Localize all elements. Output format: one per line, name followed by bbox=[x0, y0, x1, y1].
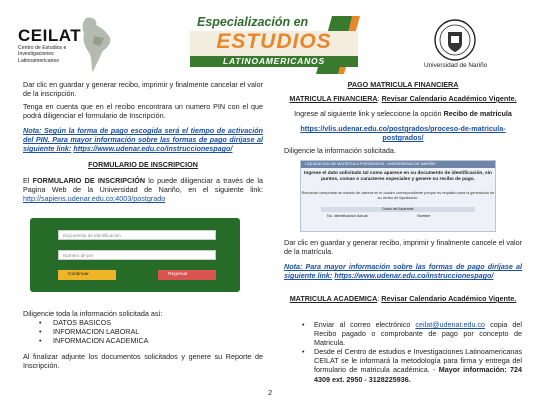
left-note-link[interactable]: https://www.udenar.edu.co/instruccionespago/ bbox=[73, 144, 233, 154]
back-button: Regresar bbox=[158, 270, 216, 280]
banner-top-text: Especialización en bbox=[197, 15, 309, 29]
academic-calendar-note: Revisar Calendario Académico Vigente. bbox=[381, 294, 517, 303]
list-item: • DATOS BASICOS bbox=[23, 318, 263, 327]
list-item bbox=[284, 347, 522, 383]
list-item bbox=[284, 320, 522, 347]
shot-col-id: No. Identificación Actual bbox=[327, 214, 368, 218]
right-note-link[interactable]: https://www.udenar.edu.co/instruccionespago/ bbox=[334, 271, 494, 281]
left-note-text: Nota: Según la forma de pago escogida será el tiempo de activación del PIN. Para mayor información sobre las formas de pago dirijase al siguiente link: bbox=[23, 126, 263, 154]
left-final-paragraph: Al finalizar adjunte los documentos solicitados y genere su Reporte de Inscripción. bbox=[23, 352, 263, 371]
latin-america-map-icon bbox=[80, 16, 114, 74]
calendar-note: Revisar Calendario Académico Vigente. bbox=[381, 94, 517, 103]
document-id-field: Documento de identificación bbox=[58, 230, 216, 240]
list-item: • INFORMACION LABORAL bbox=[23, 327, 263, 336]
link-instruction-bold: Recibo de matricula bbox=[443, 109, 512, 118]
academic-steps-list bbox=[284, 320, 522, 384]
university-seal-icon bbox=[432, 18, 478, 62]
shot-section-row: Datos del Aspirante bbox=[321, 207, 475, 212]
ceilat-logo-subtitle: Centro de Estudios e Investigaciones Latinoamericanos bbox=[18, 45, 67, 64]
form-heading-text: FORMULARIO DE INSCRIPCION bbox=[88, 160, 198, 169]
continue-button: Continuar bbox=[58, 270, 116, 280]
shot-header: LIQUIDACION DE MATRICULA POSGRADOS - UNIVERSIDAD DE NARIÑO bbox=[301, 161, 495, 168]
shot-col-name: Nombre bbox=[417, 214, 431, 218]
shot-title: Ingrese el dato solicitado tal como aparece en su documento de identificación, sin puntos, comas o caracteres especiales y genere su recibo de pago. bbox=[304, 171, 492, 182]
page-number: 2 bbox=[268, 388, 273, 397]
right-paragraph-guardar: Dar clic en guardar y generar recibo, imprimir y finalmente cancele el valor de la matrícula. bbox=[284, 238, 522, 257]
financial-payment-heading-text: PAGO MATRICULA FINANCIERA bbox=[347, 80, 459, 89]
pin-number-field: Número de pin bbox=[58, 250, 216, 260]
left-fill-instructions: Diligencie toda la información solicitada así: bbox=[23, 309, 163, 318]
left-form-paragraph bbox=[23, 176, 263, 203]
info-list bbox=[23, 318, 263, 345]
inscription-form-screenshot bbox=[30, 218, 240, 292]
list-item: • INFORMACION ACADEMICA bbox=[23, 336, 263, 345]
ceilat-info-step: Desde el Centro de estudios e Investigaciones Latinoamericanas CEILAT se le informará la metodología para firma y entrega del formulario de matricula académica. - bbox=[314, 347, 522, 375]
contact-info: Mayor información: 724 4309 ext. 2950 - 3128225936. bbox=[314, 365, 522, 384]
university-name: Universidad de Nariño bbox=[424, 62, 488, 69]
left-payment-note bbox=[23, 126, 263, 153]
form-para-post: lo puede diligenciar a través de la Pagina Web de la Universidad de Nariño, en el siguiente link: bbox=[23, 176, 264, 195]
form-para-bold: FORMULARIO DE INSCRIPCIÓN bbox=[32, 176, 146, 185]
form-heading bbox=[23, 160, 263, 169]
form-para-pre: El bbox=[23, 176, 33, 185]
ceilat-logo-title: CEILAT bbox=[18, 26, 82, 45]
right-note-text: Nota: Para mayor información sobre las formas de pago diríjase al siguiente link: bbox=[284, 262, 522, 281]
email-step-post: copia del Recibo pagado o comprobante de pago por concepto de Matricula. bbox=[314, 320, 522, 348]
matricula-link[interactable]: https://vlis.udenar.edu.co/postgrados/proceso-de-matricula-postgrados/ bbox=[300, 124, 506, 143]
right-fill-instruction: Diligencie la información solicitada. bbox=[284, 146, 396, 155]
sapiens-link[interactable]: http://sapiens.udenar.edu.co:4003/postgrado bbox=[23, 194, 166, 204]
left-paragraph-guardar: Dar clic en guardar y generar recibo, imprimir y finalmente cancelar el valor de la inscripción. bbox=[23, 80, 263, 99]
liquidation-form-screenshot bbox=[300, 160, 496, 232]
banner-middle-text: ESTUDIOS bbox=[216, 30, 332, 53]
link-instruction-pre: Ingrese al siguiente link y seleccione la opción bbox=[294, 109, 444, 118]
financial-payment-heading bbox=[284, 80, 522, 89]
academic-label: MATRICULA ACADEMICA bbox=[289, 294, 378, 303]
banner-bottom-text: LATINOAMERICANOS bbox=[223, 56, 325, 66]
financial-enrollment-line: MATRICULA FINANCIERA: Revisar Calendario Académico Vigente. bbox=[289, 94, 517, 103]
ceilat-email-link[interactable]: ceilat@udenar.edu.co bbox=[415, 320, 486, 329]
right-payment-note bbox=[284, 262, 522, 280]
academic-enrollment-heading: MATRICULA ACADEMICA: Revisar Calendario Académico Vigente. bbox=[289, 294, 517, 303]
email-step-pre: Enviar al correo electrónico bbox=[314, 320, 416, 329]
right-link-instruction bbox=[284, 109, 522, 118]
financial-label: MATRICULA FINANCIERA bbox=[289, 94, 378, 103]
left-paragraph-pin: Tenga en cuenta que en el recibo encontrara un numero PIN con el que podrá diligenciar el formulario de Inscripción. bbox=[23, 102, 263, 121]
shot-note: Recuerde comprobar su estado de cartera en el cuadro correspondiente porque es requisito para la generación de su recibo de liquidación. bbox=[301, 191, 495, 200]
